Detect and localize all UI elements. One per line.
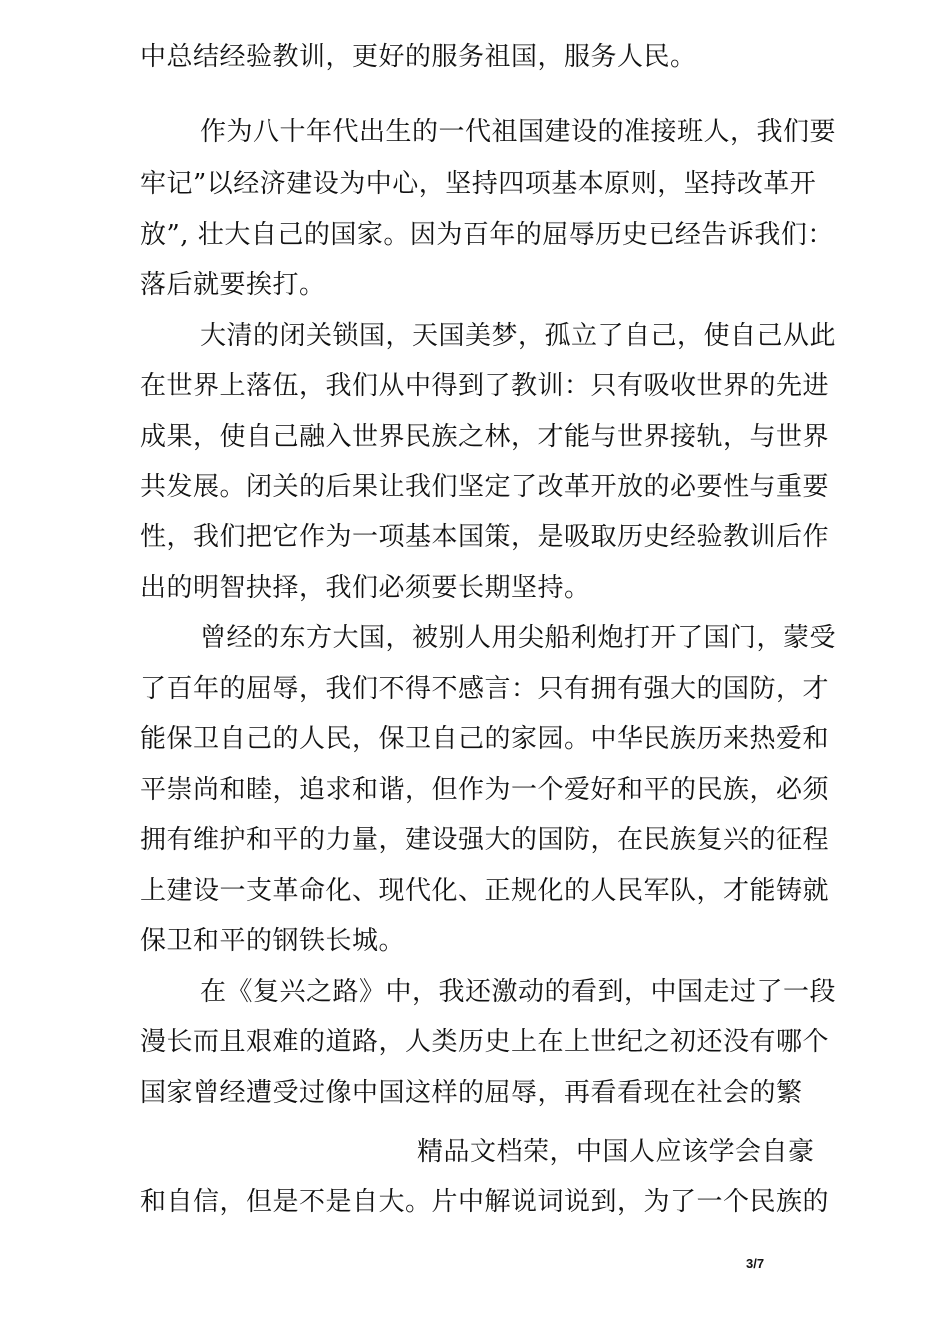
text-line: 在《复兴之路》中，我还激动的看到，中国走过了一段 xyxy=(200,977,837,1007)
text-line: 中总结经验教训，更好的服务祖国，服务人民。 xyxy=(140,42,697,72)
text-line: 出的明智抉择，我们必须要长期坚持。 xyxy=(140,573,591,603)
text-line: 保卫和平的钢铁长城。 xyxy=(140,926,406,956)
page-number: 3/7 xyxy=(746,1256,765,1271)
text-line: 曾经的东方大国，被别人用尖船利炮打开了国门，蒙受 xyxy=(200,623,837,653)
text-line: 在世界上落伍，我们从中得到了教训：只有吸收世界的先进 xyxy=(140,371,830,401)
text-line: 精品文档荣，中国人应该学会自豪 xyxy=(417,1137,815,1167)
text-line: 共发展。闭关的后果让我们坚定了改革开放的必要性与重要 xyxy=(140,472,830,502)
text-line: 平崇尚和睦，追求和谐，但作为一个爱好和平的民族，必须 xyxy=(140,775,830,805)
text-line: 作为八十年代出生的一代祖国建设的准接班人，我们要 xyxy=(200,117,837,147)
text-line: 成果，使自己融入世界民族之林，才能与世界接轨，与世界 xyxy=(140,422,830,452)
text-line: 上建设一支革命化、现代化、正规化的人民军队，才能铸就 xyxy=(140,876,830,906)
text-line: 拥有维护和平的力量，建设强大的国防，在民族复兴的征程 xyxy=(140,825,830,855)
text-line: 性，我们把它作为一项基本国策，是吸取历史经验教训后作 xyxy=(140,522,830,552)
text-line: 了百年的屈辱，我们不得不感言：只有拥有强大的国防，才 xyxy=(140,674,830,704)
text-line: 能保卫自己的人民，保卫自己的家园。中华民族历来热爱和 xyxy=(140,724,830,754)
text-line: 国家曾经遭受过像中国这样的屈辱，再看看现在社会的繁 xyxy=(140,1078,803,1108)
text-line: 牢记”以经济建设为中心，坚持四项基本原则，坚持改革开 xyxy=(140,169,817,199)
text-line: 大清的闭关锁国，天国美梦，孤立了自己，使自己从此 xyxy=(200,321,837,351)
text-line: 落后就要挨打。 xyxy=(140,270,326,300)
text-line: 放”, 壮大自己的国家。因为百年的屈辱历史已经告诉我们： xyxy=(140,220,834,250)
text-line: 漫长而且艰难的道路，人类历史上在上世纪之初还没有哪个 xyxy=(140,1027,830,1057)
text-line: 和自信，但是不是自大。片中解说词说到，为了一个民族的 xyxy=(140,1187,830,1217)
